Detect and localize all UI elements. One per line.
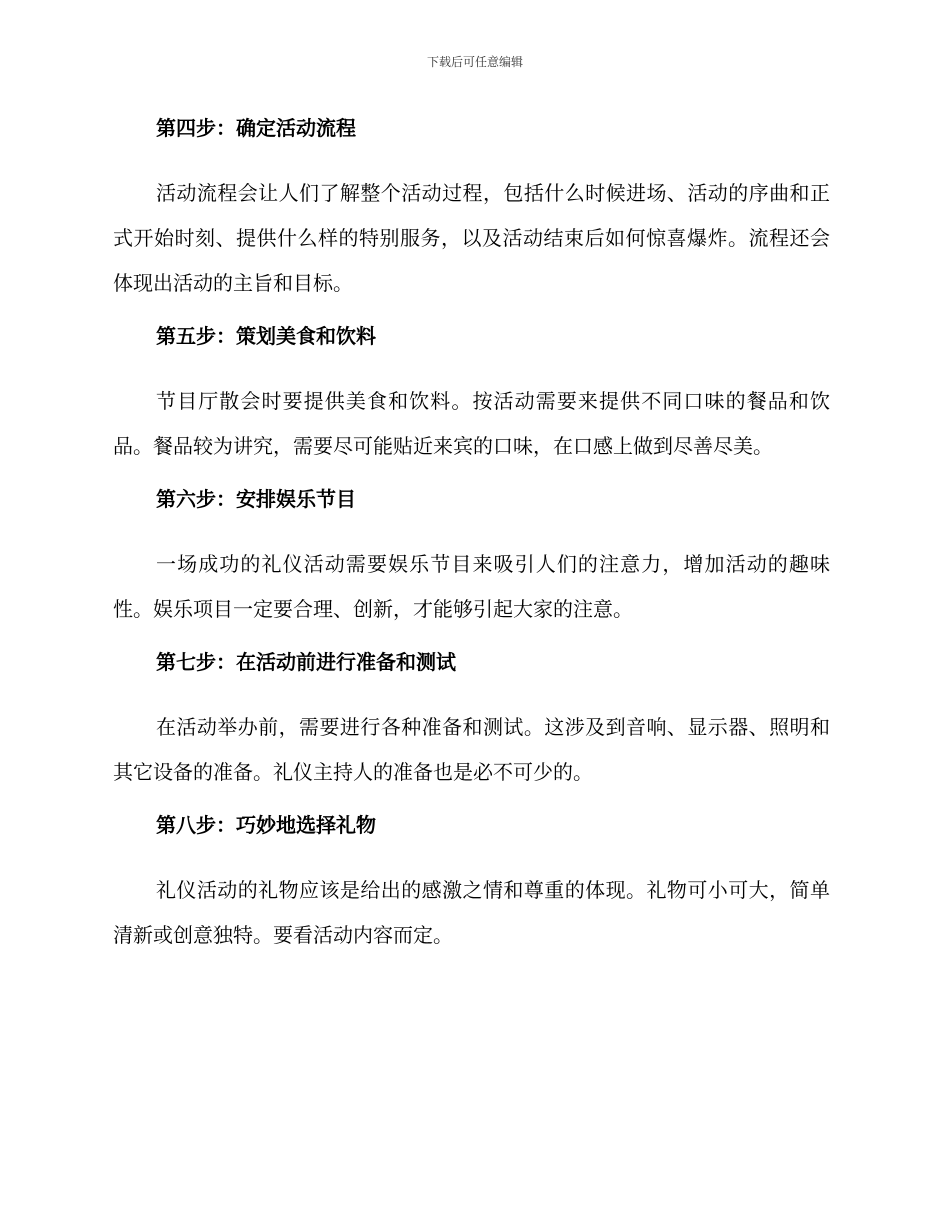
- page-header: 下载后可任意编辑: [426, 55, 523, 69]
- section-paragraph: 礼仪活动的礼物应该是给出的感激之情和尊重的体现。礼物可小可大，简单清新或创意独特。要看活动内容而定。: [113, 878, 830, 947]
- section-step-5: [113, 320, 830, 469]
- section-step-7: [113, 646, 830, 795]
- section-heading: 第四步：确定活动流程: [156, 116, 356, 140]
- section-step-4: [113, 112, 830, 306]
- document-body: [113, 112, 830, 958]
- section-paragraph: 在活动举办前，需要进行各种准备和测试。这涉及到音响、显示器、照明和其它设备的准备。礼仪主持人的准备也是必不可少的。: [113, 715, 830, 784]
- section-step-8: [113, 809, 830, 958]
- section-step-6: [113, 483, 830, 632]
- section-paragraph: 一场成功的礼仪活动需要娱乐节目来吸引人们的注意力，增加活动的趣味性。娱乐项目一定要合理、创新，才能够引起大家的注意。: [113, 552, 830, 621]
- section-heading: 第八步：巧妙地选择礼物: [156, 813, 376, 837]
- section-heading: 第七步：在活动前进行准备和测试: [156, 650, 456, 674]
- section-paragraph: 活动流程会让人们了解整个活动过程，包括什么时候进场、活动的序曲和正式开始时刻、提供什么样的特别服务，以及活动结束后如何惊喜爆炸。流程还会体现出活动的主旨和目标。: [113, 181, 830, 295]
- section-paragraph: 节目厅散会时要提供美食和饮料。按活动需要来提供不同口味的餐品和饮品。餐品较为讲究，需要尽可能贴近来宾的口味，在口感上做到尽善尽美。: [113, 389, 830, 458]
- section-heading: 第六步：安排娱乐节目: [156, 487, 356, 511]
- section-heading: 第五步：策划美食和饮料: [156, 324, 376, 348]
